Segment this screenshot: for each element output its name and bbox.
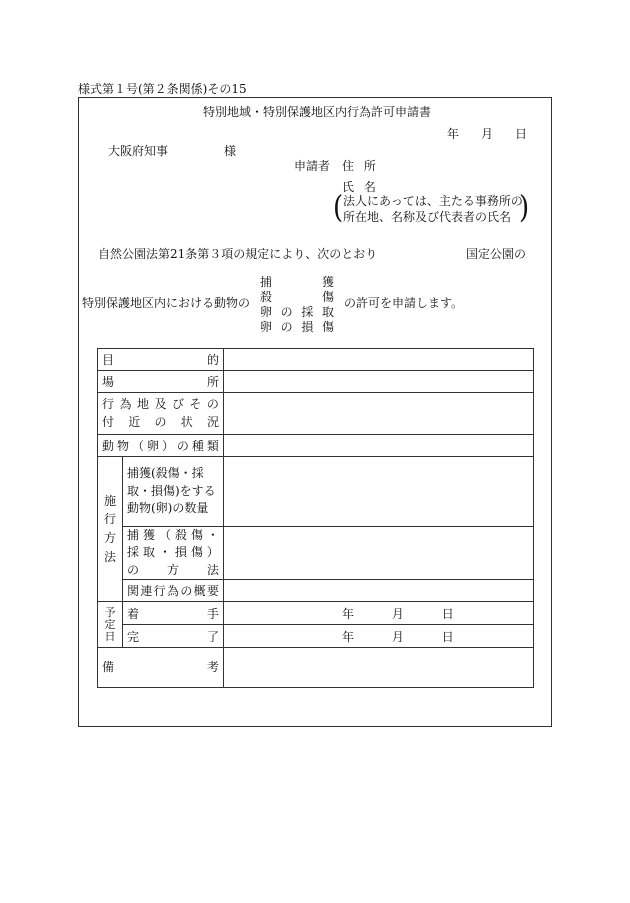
start-day-unit: 日 (441, 606, 454, 621)
left-bracket: ( (333, 190, 344, 226)
date-year: 年 (447, 127, 460, 141)
start-month-unit: 月 (391, 606, 404, 621)
addressee: 大阪府知事 (108, 144, 169, 158)
name-label: 氏 名 (342, 180, 376, 194)
date-day: 日 (515, 127, 528, 141)
statement-line2: 特別保護地区内における動物の (82, 296, 251, 310)
row-site-label: 行 為 地 及 び そ の 付 近 の 状 況 (98, 393, 224, 435)
place-field[interactable] (224, 371, 534, 393)
applicant-label: 申請者 (294, 159, 331, 173)
row-remarks-label: 備 考 (98, 648, 224, 688)
statement-park: 国定公園の (466, 247, 527, 261)
right-bracket: ) (519, 190, 530, 226)
act-egg-damage: 卵 の 損 傷 (260, 320, 334, 334)
honorific: 様 (224, 144, 237, 158)
form-number: 様式第１号(第２条関係)その15 (78, 82, 247, 96)
purpose-field[interactable] (224, 349, 534, 371)
finish-year-unit: 年 (342, 629, 355, 644)
row-count-label: 捕獲(殺傷・採 取・損傷)をする 動物(卵)の数量 (123, 457, 224, 527)
means-field[interactable] (224, 527, 534, 580)
start-date-field[interactable] (224, 602, 534, 625)
row-means-label: 捕 獲 （ 殺 傷 ・ 採 取 ・ 損 傷 ） の 方 法 (123, 527, 224, 580)
row-purpose-label: 目 的 (98, 349, 224, 371)
method-group-label: 施 行 方 法 (98, 457, 123, 602)
act-egg-collect: 卵 の 採 取 (260, 305, 334, 319)
date-month: 月 (481, 127, 494, 141)
act-capture: 捕 獲 (260, 275, 334, 289)
statement-line3: の許可を申請します。 (344, 296, 464, 310)
corp-note-line2: 所在地、名称及び代表者の氏名 (343, 210, 512, 224)
related-field[interactable] (224, 580, 534, 602)
schedule-group-label: 予 定 日 (98, 602, 123, 648)
species-field[interactable] (224, 435, 534, 457)
count-field[interactable] (224, 457, 534, 527)
address-label: 住 所 (342, 159, 376, 173)
row-place-label: 場 所 (98, 371, 224, 393)
form-title: 特別地域・特別保護地区内行為許可申請書 (203, 105, 432, 119)
row-finish-label: 完 了 (123, 625, 224, 648)
corp-note-line1: 法人にあっては、主たる事務所の (343, 194, 523, 208)
row-species-label: 動 物 （ 卵 ） の 種 類 (98, 435, 224, 457)
row-start-label: 着 手 (123, 602, 224, 625)
finish-day-unit: 日 (441, 629, 454, 644)
row-related-label: 関 連 行 為 の 概 要 (123, 580, 224, 602)
remarks-field[interactable] (224, 648, 534, 688)
finish-month-unit: 月 (391, 629, 404, 644)
act-kill: 殺 傷 (260, 290, 334, 304)
application-table (97, 348, 534, 688)
statement-line1: 自然公園法第21条第３項の規定により、次のとおり (98, 247, 378, 261)
finish-date-field[interactable] (224, 625, 534, 648)
start-year-unit: 年 (342, 606, 355, 621)
site-field[interactable] (224, 393, 534, 435)
